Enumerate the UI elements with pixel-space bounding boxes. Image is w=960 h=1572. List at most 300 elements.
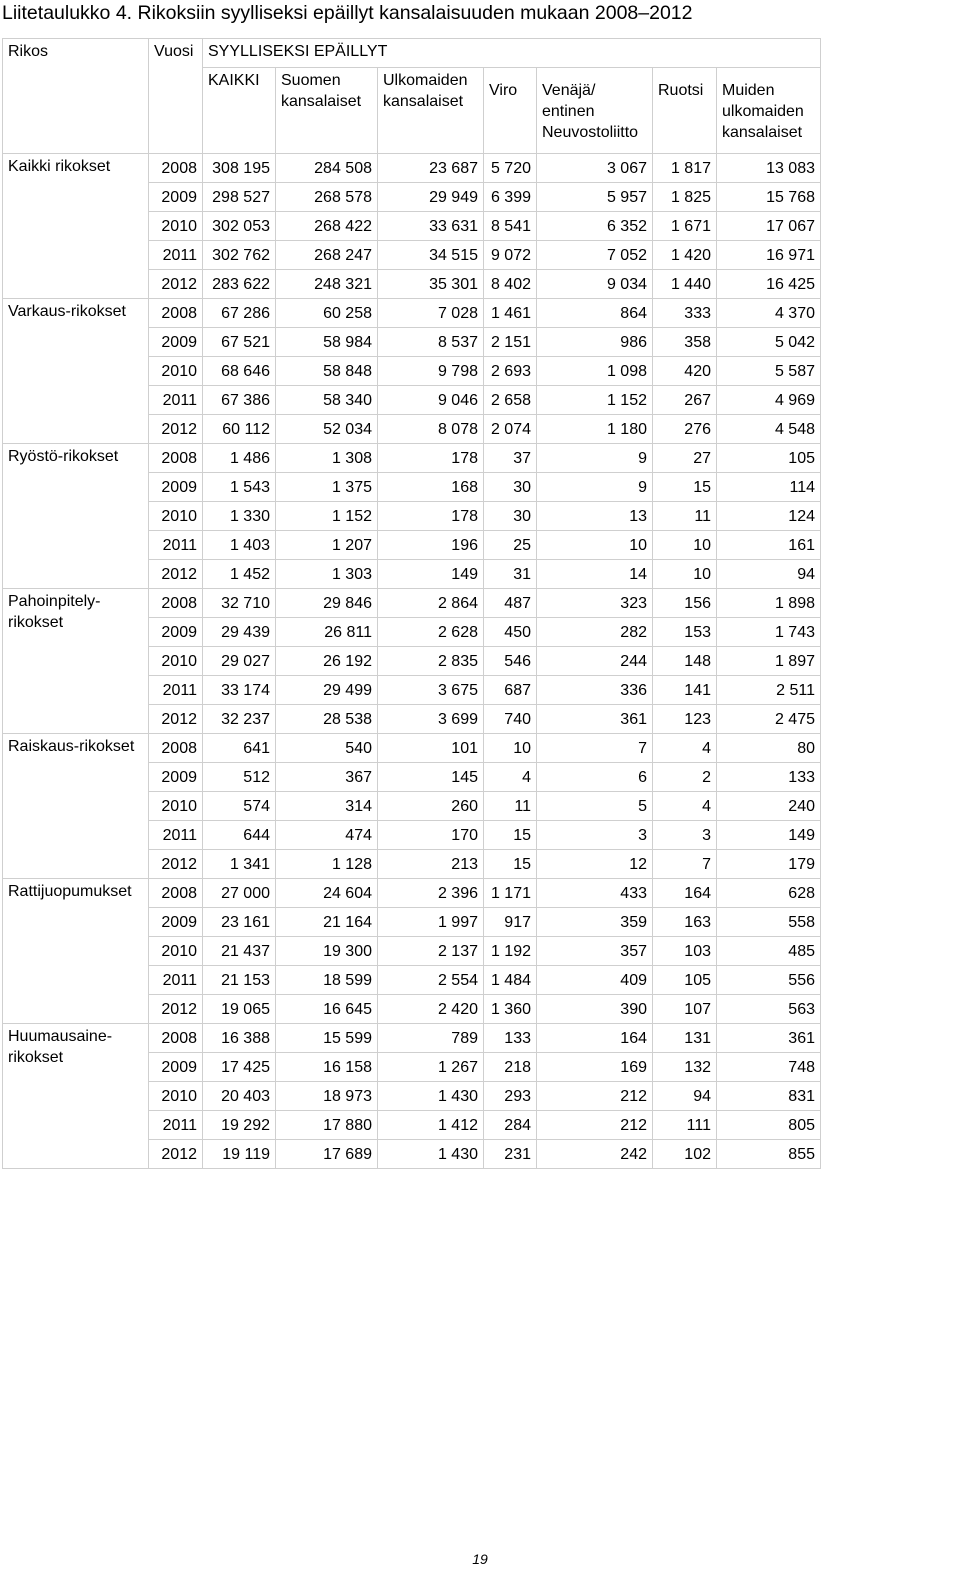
year-cell: 2010 <box>149 1082 203 1111</box>
category-label: Varkaus-​rikokset <box>3 299 149 444</box>
value-cell: 1 420 <box>653 241 717 270</box>
value-cell: 60 112 <box>203 415 276 444</box>
value-cell: 6 <box>537 763 653 792</box>
value-cell: 133 <box>717 763 821 792</box>
value-cell: 149 <box>378 560 484 589</box>
value-cell: 27 000 <box>203 879 276 908</box>
value-cell: 474 <box>276 821 378 850</box>
page-title: Liitetaulukko 4. Rikoksiin syylliseksi epäillyt kansalaisuuden mukaan 2008–2012 <box>2 2 693 24</box>
value-cell: 67 521 <box>203 328 276 357</box>
value-cell: 196 <box>378 531 484 560</box>
value-cell: 361 <box>537 705 653 734</box>
value-cell: 267 <box>653 386 717 415</box>
year-cell: 2008 <box>149 1024 203 1053</box>
value-cell: 1 430 <box>378 1140 484 1169</box>
value-cell: 5 957 <box>537 183 653 212</box>
value-cell: 133 <box>484 1024 537 1053</box>
value-cell: 1 171 <box>484 879 537 908</box>
value-cell: 302 053 <box>203 212 276 241</box>
value-cell: 179 <box>717 850 821 879</box>
value-cell: 8 537 <box>378 328 484 357</box>
value-cell: 10 <box>537 531 653 560</box>
header-rikos: Rikos <box>3 39 149 154</box>
value-cell: 10 <box>484 734 537 763</box>
value-cell: 4 <box>653 734 717 763</box>
value-cell: 29 499 <box>276 676 378 705</box>
year-cell: 2008 <box>149 154 203 183</box>
year-cell: 2009 <box>149 908 203 937</box>
value-cell: 1 267 <box>378 1053 484 1082</box>
value-cell: 336 <box>537 676 653 705</box>
value-cell: 628 <box>717 879 821 908</box>
year-cell: 2012 <box>149 270 203 299</box>
value-cell: 58 984 <box>276 328 378 357</box>
value-cell: 19 065 <box>203 995 276 1024</box>
year-cell: 2009 <box>149 183 203 212</box>
year-cell: 2010 <box>149 792 203 821</box>
value-cell: 450 <box>484 618 537 647</box>
value-cell: 284 508 <box>276 154 378 183</box>
value-cell: 17 425 <box>203 1053 276 1082</box>
year-cell: 2011 <box>149 386 203 415</box>
value-cell: 1 440 <box>653 270 717 299</box>
value-cell: 2 074 <box>484 415 537 444</box>
value-cell: 178 <box>378 502 484 531</box>
value-cell: 21 164 <box>276 908 378 937</box>
value-cell: 3 067 <box>537 154 653 183</box>
value-cell: 8 402 <box>484 270 537 299</box>
table-body <box>3 154 821 1169</box>
value-cell: 268 247 <box>276 241 378 270</box>
value-cell: 4 <box>484 763 537 792</box>
col-header-kaikki: KAIKKI <box>203 68 276 154</box>
value-cell: 34 515 <box>378 241 484 270</box>
category-label: Kaikki rikokset <box>3 154 149 299</box>
value-cell: 37 <box>484 444 537 473</box>
value-cell: 16 971 <box>717 241 821 270</box>
value-cell: 512 <box>203 763 276 792</box>
value-cell: 3 699 <box>378 705 484 734</box>
col-header-muiden: Muiden ulkomaiden kansalaiset <box>717 68 821 154</box>
value-cell: 1 484 <box>484 966 537 995</box>
value-cell: 9 798 <box>378 357 484 386</box>
value-cell: 1 461 <box>484 299 537 328</box>
category-label: Raiskaus-​rikokset <box>3 734 149 879</box>
value-cell: 52 034 <box>276 415 378 444</box>
value-cell: 58 848 <box>276 357 378 386</box>
value-cell: 12 <box>537 850 653 879</box>
value-cell: 687 <box>484 676 537 705</box>
table-row <box>3 444 821 473</box>
value-cell: 21 437 <box>203 937 276 966</box>
year-cell: 2012 <box>149 415 203 444</box>
value-cell: 31 <box>484 560 537 589</box>
value-cell: 18 973 <box>276 1082 378 1111</box>
value-cell: 563 <box>717 995 821 1024</box>
value-cell: 170 <box>378 821 484 850</box>
value-cell: 141 <box>653 676 717 705</box>
value-cell: 124 <box>717 502 821 531</box>
col-header-suomen: Suomen kansalaiset <box>276 68 378 154</box>
value-cell: 1 412 <box>378 1111 484 1140</box>
value-cell: 218 <box>484 1053 537 1082</box>
value-cell: 15 <box>484 850 537 879</box>
page-number: 19 <box>472 1551 488 1567</box>
value-cell: 4 969 <box>717 386 821 415</box>
table-row <box>3 299 821 328</box>
table-row <box>3 734 821 763</box>
col-header-ruotsi: Ruotsi <box>653 68 717 154</box>
value-cell: 1 403 <box>203 531 276 560</box>
value-cell: 4 548 <box>717 415 821 444</box>
year-cell: 2011 <box>149 1111 203 1140</box>
value-cell: 5 720 <box>484 154 537 183</box>
value-cell: 11 <box>653 502 717 531</box>
value-cell: 13 <box>537 502 653 531</box>
value-cell: 314 <box>276 792 378 821</box>
value-cell: 2 137 <box>378 937 484 966</box>
value-cell: 27 <box>653 444 717 473</box>
value-cell: 6 352 <box>537 212 653 241</box>
value-cell: 7 052 <box>537 241 653 270</box>
value-cell: 10 <box>653 531 717 560</box>
value-cell: 1 897 <box>717 647 821 676</box>
value-cell: 231 <box>484 1140 537 1169</box>
value-cell: 1 375 <box>276 473 378 502</box>
value-cell: 9 072 <box>484 241 537 270</box>
value-cell: 80 <box>717 734 821 763</box>
value-cell: 485 <box>717 937 821 966</box>
value-cell: 2 835 <box>378 647 484 676</box>
value-cell: 242 <box>537 1140 653 1169</box>
value-cell: 487 <box>484 589 537 618</box>
year-cell: 2012 <box>149 850 203 879</box>
value-cell: 986 <box>537 328 653 357</box>
value-cell: 9 034 <box>537 270 653 299</box>
value-cell: 164 <box>653 879 717 908</box>
value-cell: 298 527 <box>203 183 276 212</box>
value-cell: 1 308 <box>276 444 378 473</box>
value-cell: 1 743 <box>717 618 821 647</box>
value-cell: 178 <box>378 444 484 473</box>
year-cell: 2010 <box>149 212 203 241</box>
value-cell: 789 <box>378 1024 484 1053</box>
value-cell: 148 <box>653 647 717 676</box>
value-cell: 156 <box>653 589 717 618</box>
value-cell: 30 <box>484 502 537 531</box>
year-cell: 2012 <box>149 1140 203 1169</box>
year-cell: 2012 <box>149 560 203 589</box>
value-cell: 103 <box>653 937 717 966</box>
category-label: Ryöstö-​rikokset <box>3 444 149 589</box>
value-cell: 1 098 <box>537 357 653 386</box>
value-cell: 248 321 <box>276 270 378 299</box>
value-cell: 19 119 <box>203 1140 276 1169</box>
value-cell: 2 658 <box>484 386 537 415</box>
value-cell: 1 452 <box>203 560 276 589</box>
value-cell: 546 <box>484 647 537 676</box>
year-cell: 2010 <box>149 357 203 386</box>
value-cell: 2 475 <box>717 705 821 734</box>
value-cell: 244 <box>537 647 653 676</box>
table-row <box>3 1024 821 1053</box>
value-cell: 101 <box>378 734 484 763</box>
value-cell: 268 578 <box>276 183 378 212</box>
value-cell: 333 <box>653 299 717 328</box>
value-cell: 60 258 <box>276 299 378 328</box>
year-cell: 2011 <box>149 676 203 705</box>
year-cell: 2008 <box>149 444 203 473</box>
value-cell: 169 <box>537 1053 653 1082</box>
value-cell: 2 864 <box>378 589 484 618</box>
value-cell: 17 880 <box>276 1111 378 1140</box>
value-cell: 641 <box>203 734 276 763</box>
value-cell: 107 <box>653 995 717 1024</box>
value-cell: 8 078 <box>378 415 484 444</box>
value-cell: 105 <box>717 444 821 473</box>
value-cell: 33 631 <box>378 212 484 241</box>
col-header-viro: Viro <box>484 68 537 154</box>
value-cell: 16 645 <box>276 995 378 1024</box>
value-cell: 1 997 <box>378 908 484 937</box>
value-cell: 260 <box>378 792 484 821</box>
value-cell: 1 360 <box>484 995 537 1024</box>
value-cell: 153 <box>653 618 717 647</box>
value-cell: 2 420 <box>378 995 484 1024</box>
value-cell: 864 <box>537 299 653 328</box>
value-cell: 10 <box>653 560 717 589</box>
value-cell: 13 083 <box>717 154 821 183</box>
col-header-ulkomaiden: Ulkomaiden kansalaiset <box>378 68 484 154</box>
value-cell: 2 693 <box>484 357 537 386</box>
header-vuosi: Vuosi <box>149 39 203 154</box>
year-cell: 2012 <box>149 705 203 734</box>
year-cell: 2009 <box>149 1053 203 1082</box>
value-cell: 390 <box>537 995 653 1024</box>
value-cell: 1 152 <box>276 502 378 531</box>
value-cell: 9 046 <box>378 386 484 415</box>
category-label: Pahoinpitely-​rikokset <box>3 589 149 734</box>
value-cell: 67 286 <box>203 299 276 328</box>
year-cell: 2009 <box>149 763 203 792</box>
value-cell: 26 192 <box>276 647 378 676</box>
table-row <box>3 589 821 618</box>
value-cell: 94 <box>717 560 821 589</box>
value-cell: 212 <box>537 1111 653 1140</box>
value-cell: 240 <box>717 792 821 821</box>
value-cell: 29 439 <box>203 618 276 647</box>
value-cell: 917 <box>484 908 537 937</box>
value-cell: 29 846 <box>276 589 378 618</box>
value-cell: 163 <box>653 908 717 937</box>
value-cell: 131 <box>653 1024 717 1053</box>
value-cell: 33 174 <box>203 676 276 705</box>
value-cell: 161 <box>717 531 821 560</box>
value-cell: 1 303 <box>276 560 378 589</box>
value-cell: 6 399 <box>484 183 537 212</box>
value-cell: 3 <box>653 821 717 850</box>
value-cell: 123 <box>653 705 717 734</box>
value-cell: 361 <box>717 1024 821 1053</box>
value-cell: 556 <box>717 966 821 995</box>
value-cell: 7 <box>537 734 653 763</box>
value-cell: 420 <box>653 357 717 386</box>
value-cell: 58 340 <box>276 386 378 415</box>
value-cell: 1 152 <box>537 386 653 415</box>
year-cell: 2008 <box>149 589 203 618</box>
value-cell: 111 <box>653 1111 717 1140</box>
value-cell: 323 <box>537 589 653 618</box>
value-cell: 105 <box>653 966 717 995</box>
value-cell: 268 422 <box>276 212 378 241</box>
value-cell: 114 <box>717 473 821 502</box>
value-cell: 20 403 <box>203 1082 276 1111</box>
value-cell: 149 <box>717 821 821 850</box>
value-cell: 1 180 <box>537 415 653 444</box>
year-cell: 2009 <box>149 473 203 502</box>
value-cell: 433 <box>537 879 653 908</box>
year-cell: 2011 <box>149 241 203 270</box>
value-cell: 15 <box>484 821 537 850</box>
year-cell: 2008 <box>149 734 203 763</box>
value-cell: 67 386 <box>203 386 276 415</box>
value-cell: 409 <box>537 966 653 995</box>
value-cell: 17 689 <box>276 1140 378 1169</box>
value-cell: 1 330 <box>203 502 276 531</box>
value-cell: 1 817 <box>653 154 717 183</box>
value-cell: 855 <box>717 1140 821 1169</box>
value-cell: 644 <box>203 821 276 850</box>
value-cell: 29 027 <box>203 647 276 676</box>
value-cell: 94 <box>653 1082 717 1111</box>
value-cell: 8 541 <box>484 212 537 241</box>
value-cell: 805 <box>717 1111 821 1140</box>
value-cell: 574 <box>203 792 276 821</box>
value-cell: 23 161 <box>203 908 276 937</box>
crime-suspects-table <box>2 38 821 1169</box>
year-cell: 2009 <box>149 618 203 647</box>
value-cell: 1 486 <box>203 444 276 473</box>
value-cell: 68 646 <box>203 357 276 386</box>
value-cell: 359 <box>537 908 653 937</box>
value-cell: 3 675 <box>378 676 484 705</box>
header-row-1 <box>3 39 821 68</box>
value-cell: 21 153 <box>203 966 276 995</box>
value-cell: 30 <box>484 473 537 502</box>
value-cell: 283 622 <box>203 270 276 299</box>
value-cell: 1 543 <box>203 473 276 502</box>
value-cell: 15 599 <box>276 1024 378 1053</box>
year-cell: 2010 <box>149 937 203 966</box>
value-cell: 3 <box>537 821 653 850</box>
value-cell: 558 <box>717 908 821 937</box>
value-cell: 213 <box>378 850 484 879</box>
value-cell: 164 <box>537 1024 653 1053</box>
year-cell: 2008 <box>149 299 203 328</box>
header-group: SYYLLISEKSI EPÄILLYT <box>203 39 821 68</box>
value-cell: 25 <box>484 531 537 560</box>
value-cell: 2 396 <box>378 879 484 908</box>
value-cell: 308 195 <box>203 154 276 183</box>
value-cell: 1 192 <box>484 937 537 966</box>
value-cell: 16 158 <box>276 1053 378 1082</box>
value-cell: 19 300 <box>276 937 378 966</box>
value-cell: 1 430 <box>378 1082 484 1111</box>
value-cell: 168 <box>378 473 484 502</box>
value-cell: 102 <box>653 1140 717 1169</box>
value-cell: 293 <box>484 1082 537 1111</box>
value-cell: 17 067 <box>717 212 821 241</box>
year-cell: 2010 <box>149 502 203 531</box>
value-cell: 831 <box>717 1082 821 1111</box>
value-cell: 5 587 <box>717 357 821 386</box>
value-cell: 2 511 <box>717 676 821 705</box>
year-cell: 2009 <box>149 328 203 357</box>
value-cell: 1 207 <box>276 531 378 560</box>
year-cell: 2011 <box>149 531 203 560</box>
category-label: Huumausaine-​rikokset <box>3 1024 149 1169</box>
value-cell: 358 <box>653 328 717 357</box>
value-cell: 1 898 <box>717 589 821 618</box>
value-cell: 1 825 <box>653 183 717 212</box>
year-cell: 2011 <box>149 821 203 850</box>
value-cell: 740 <box>484 705 537 734</box>
value-cell: 284 <box>484 1111 537 1140</box>
col-header-venaja: Venäjä/ entinen Neuvostoliitto <box>537 68 653 154</box>
value-cell: 28 538 <box>276 705 378 734</box>
value-cell: 16 425 <box>717 270 821 299</box>
value-cell: 26 811 <box>276 618 378 647</box>
table-row <box>3 154 821 183</box>
value-cell: 1 671 <box>653 212 717 241</box>
value-cell: 282 <box>537 618 653 647</box>
value-cell: 2 151 <box>484 328 537 357</box>
value-cell: 11 <box>484 792 537 821</box>
value-cell: 32 710 <box>203 589 276 618</box>
value-cell: 29 949 <box>378 183 484 212</box>
value-cell: 16 388 <box>203 1024 276 1053</box>
value-cell: 32 237 <box>203 705 276 734</box>
value-cell: 302 762 <box>203 241 276 270</box>
year-cell: 2012 <box>149 995 203 1024</box>
value-cell: 9 <box>537 444 653 473</box>
year-cell: 2010 <box>149 647 203 676</box>
value-cell: 14 <box>537 560 653 589</box>
value-cell: 9 <box>537 473 653 502</box>
value-cell: 367 <box>276 763 378 792</box>
value-cell: 276 <box>653 415 717 444</box>
value-cell: 2 554 <box>378 966 484 995</box>
value-cell: 18 599 <box>276 966 378 995</box>
value-cell: 145 <box>378 763 484 792</box>
value-cell: 15 <box>653 473 717 502</box>
value-cell: 2 628 <box>378 618 484 647</box>
value-cell: 357 <box>537 937 653 966</box>
value-cell: 212 <box>537 1082 653 1111</box>
table-row <box>3 879 821 908</box>
value-cell: 5 042 <box>717 328 821 357</box>
value-cell: 132 <box>653 1053 717 1082</box>
value-cell: 2 <box>653 763 717 792</box>
year-cell: 2008 <box>149 879 203 908</box>
value-cell: 23 687 <box>378 154 484 183</box>
value-cell: 5 <box>537 792 653 821</box>
value-cell: 4 370 <box>717 299 821 328</box>
value-cell: 1 341 <box>203 850 276 879</box>
value-cell: 7 <box>653 850 717 879</box>
value-cell: 24 604 <box>276 879 378 908</box>
value-cell: 748 <box>717 1053 821 1082</box>
